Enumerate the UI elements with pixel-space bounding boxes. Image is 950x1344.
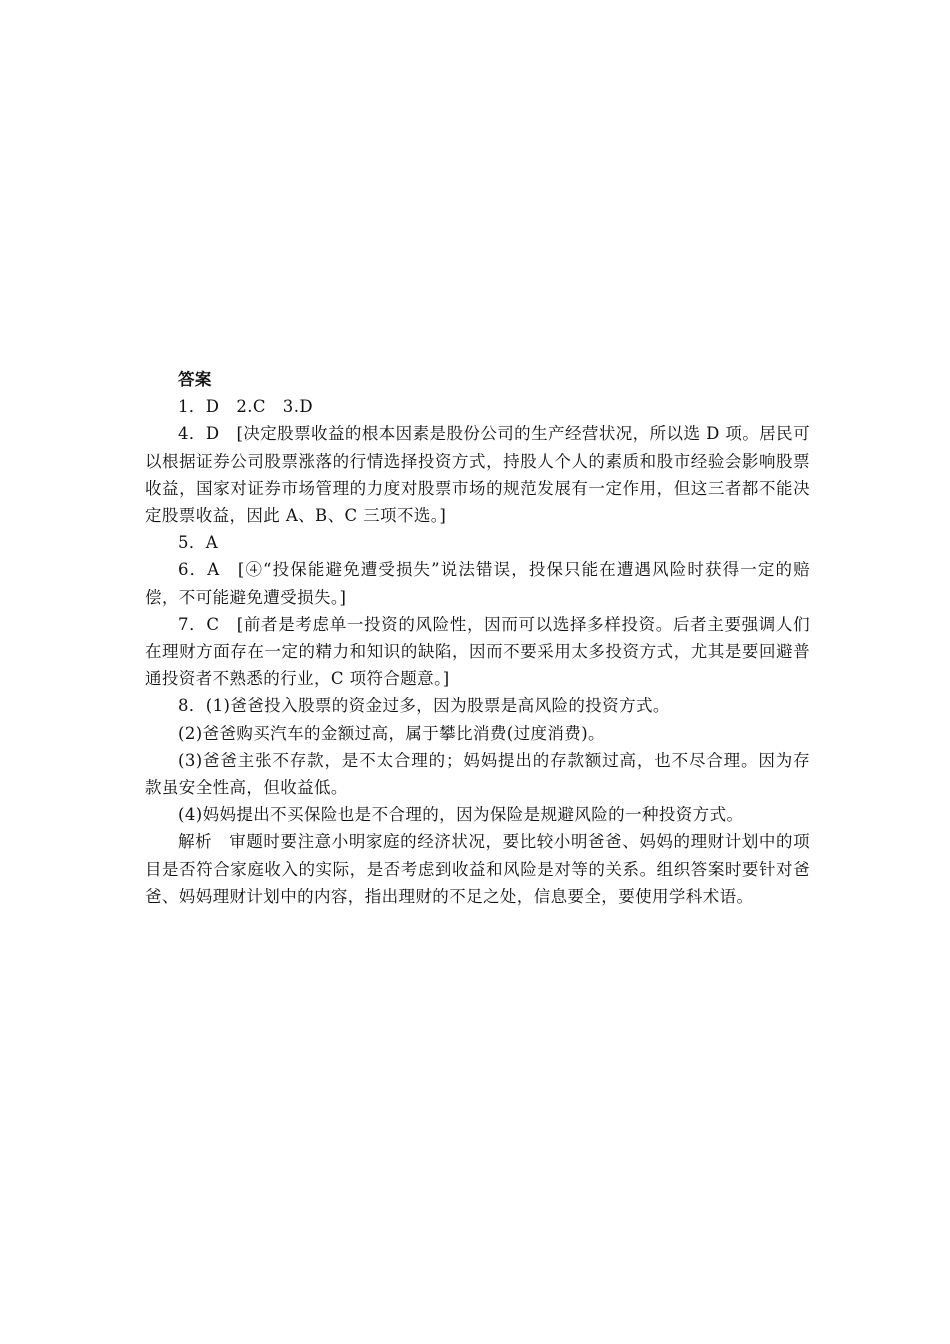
answer-7: 7．C [前者是考虑单一投资的风险性，因而可以选择多样投资。后者主要强调人们在理财方面存在一定的精力和知识的缺陷，因而不要采用太多投资方式，尤其是要回避普通投资者不熟悉的行业，C 项符合题意。] xyxy=(145,614,810,689)
answer-8-part-4: (4)妈妈提出不买保险也是不合理的，因为保险是规避风险的一种投资方式。 xyxy=(178,805,744,825)
answer-8-part-3: (3)爸爸主张不存款，是不太合理的；妈妈提出的存款额过高，也不尽合理。因为存款虽安全性高，但收益低。 xyxy=(145,750,810,798)
answer-6: 6．A [④“投保能避免遭受损失”说法错误，投保只能在遭遇风险时获得一定的赔偿，不可能避免遭受损失。] xyxy=(145,560,810,607)
answer-4: 4．D [决定股票收益的根本因素是股份公司的生产经营状况，所以选 D 项。居民可以根据证券公司股票涨落的行情选择投资方式，持股人个人的素质和股市经验会影响股票收益，国家对证券市场管理的力度对股票市场的规范发展有一定作用，但这三者都不能决定股票收益，因此 A、B、C 三项不选。] xyxy=(145,424,810,526)
answer-1-3: 1．D 2.C 3.D xyxy=(178,397,313,417)
answer-5: 5．A xyxy=(178,533,219,553)
answer-8-part-1: 8．(1)爸爸投入股票的资金过多，因为股票是高风险的投资方式。 xyxy=(178,696,670,716)
answer-8-part-2: (2)爸爸购买汽车的金额过高，属于攀比消费(过度消费)。 xyxy=(178,723,605,743)
answer-heading: 答案 xyxy=(178,370,212,389)
answer-section xyxy=(145,366,810,910)
analysis-paragraph: 解析 审题时要注意小明家庭的经济状况，要比较小明爸爸、妈妈的理财计划中的项目是否符合家庭收入的实际，是否考虑到收益和风险是对等的关系。组织答案时要针对爸爸、妈妈理财计划中的内容，指出理财的不足之处，信息要全，要使用学科术语。 xyxy=(145,832,810,906)
